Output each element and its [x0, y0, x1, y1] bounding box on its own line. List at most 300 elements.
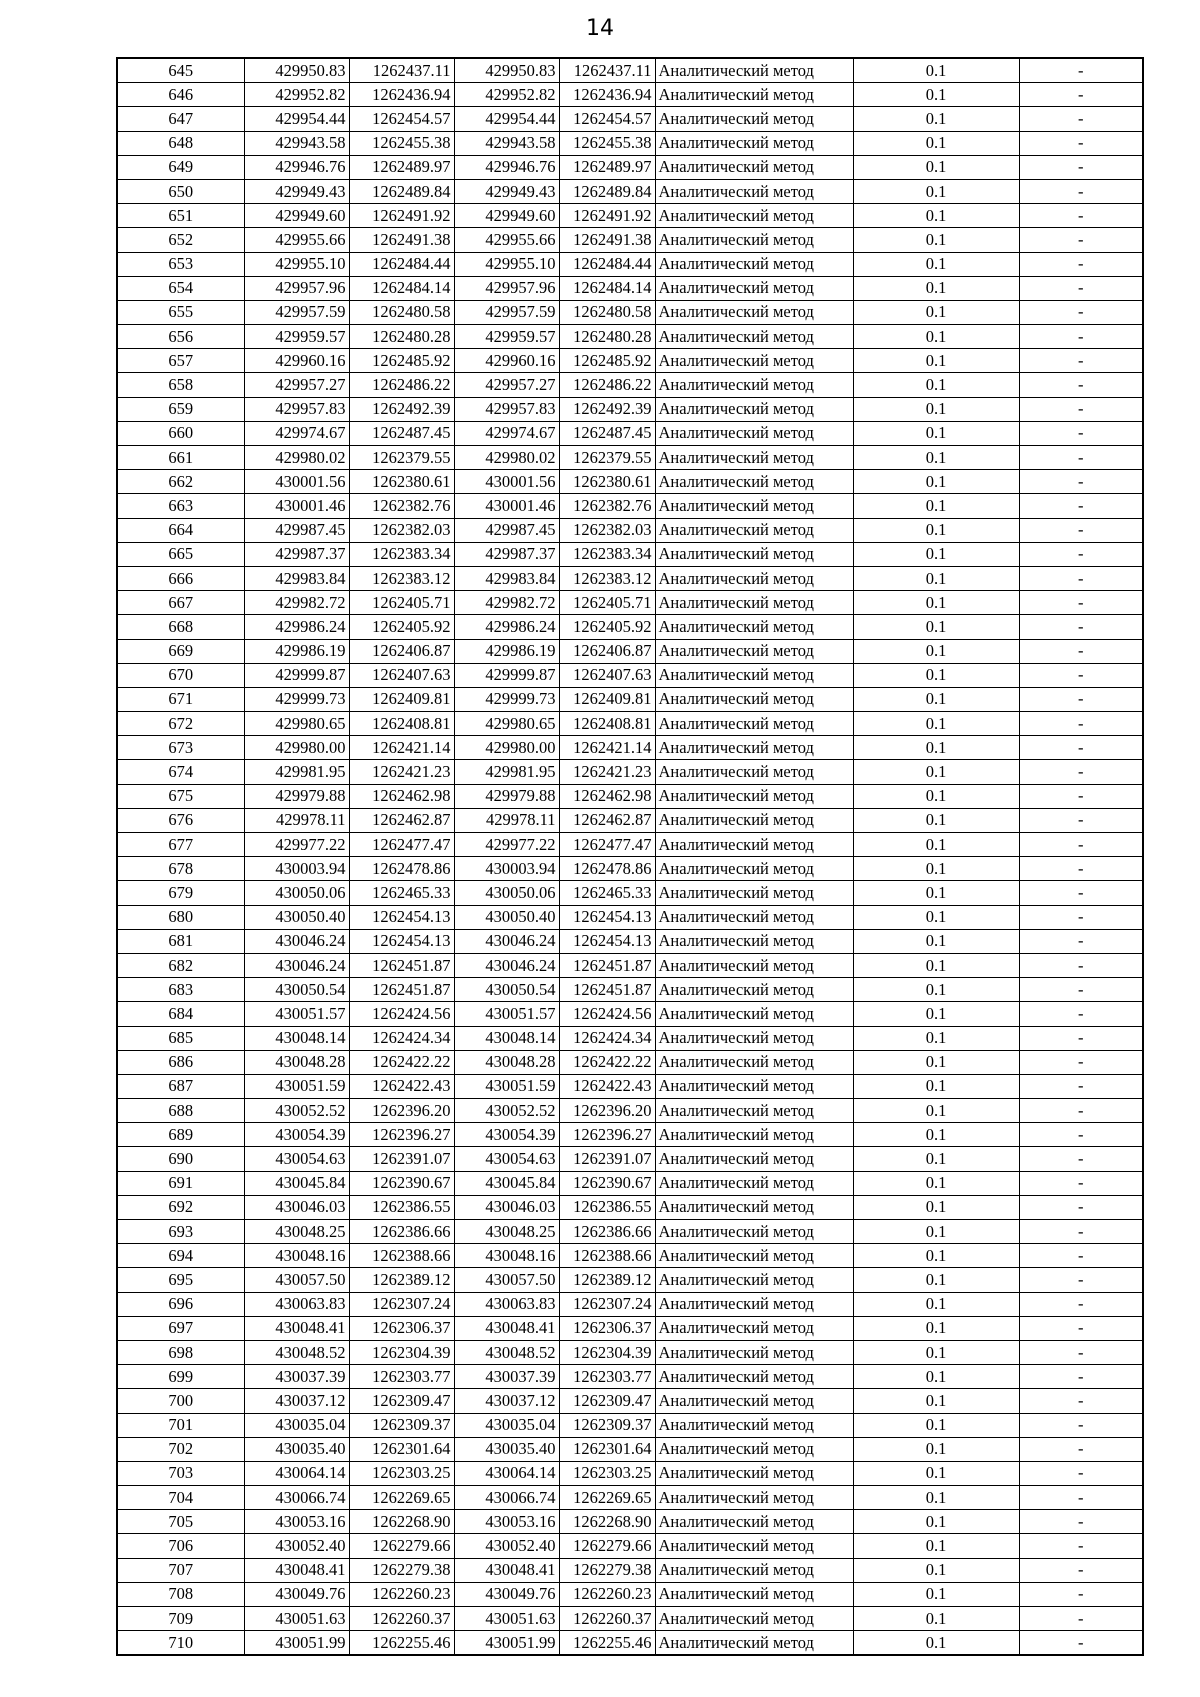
- note-cell: -: [1019, 881, 1143, 905]
- x-new-cell: 430051.59: [454, 1074, 559, 1098]
- note-cell: -: [1019, 687, 1143, 711]
- y-new-cell: 1262279.38: [559, 1558, 655, 1582]
- table-row: [117, 373, 1143, 397]
- x-old-cell: 430051.99: [244, 1631, 349, 1656]
- accuracy-cell: 0.1: [853, 1413, 1019, 1437]
- x-new-cell: 429987.37: [454, 542, 559, 566]
- y-new-cell: 1262421.23: [559, 760, 655, 784]
- y-new-cell: 1262477.47: [559, 833, 655, 857]
- note-cell: -: [1019, 470, 1143, 494]
- accuracy-cell: 0.1: [853, 58, 1019, 83]
- y-new-cell: 1262492.39: [559, 397, 655, 421]
- method-cell: Аналитический метод: [655, 1365, 853, 1389]
- x-new-cell: 430052.52: [454, 1099, 559, 1123]
- y-old-cell: 1262396.20: [349, 1099, 454, 1123]
- table-row: [117, 1486, 1143, 1510]
- note-cell: -: [1019, 857, 1143, 881]
- accuracy-cell: 0.1: [853, 1002, 1019, 1026]
- method-cell: Аналитический метод: [655, 518, 853, 542]
- note-cell: -: [1019, 204, 1143, 228]
- accuracy-cell: 0.1: [853, 833, 1019, 857]
- y-old-cell: 1262382.76: [349, 494, 454, 518]
- y-new-cell: 1262408.81: [559, 712, 655, 736]
- method-cell: Аналитический метод: [655, 1026, 853, 1050]
- point-number-cell: 655: [117, 300, 244, 324]
- table-row: [117, 1074, 1143, 1098]
- y-old-cell: 1262491.38: [349, 228, 454, 252]
- y-old-cell: 1262477.47: [349, 833, 454, 857]
- y-old-cell: 1262422.22: [349, 1050, 454, 1074]
- accuracy-cell: 0.1: [853, 494, 1019, 518]
- x-new-cell: 430037.39: [454, 1365, 559, 1389]
- table-row: [117, 155, 1143, 179]
- y-old-cell: 1262422.43: [349, 1074, 454, 1098]
- table-row: [117, 1389, 1143, 1413]
- x-old-cell: 429957.59: [244, 300, 349, 324]
- table-row: [117, 179, 1143, 203]
- table-row: [117, 712, 1143, 736]
- method-cell: Аналитический метод: [655, 228, 853, 252]
- method-cell: Аналитический метод: [655, 591, 853, 615]
- y-new-cell: 1262454.57: [559, 107, 655, 131]
- x-new-cell: 429946.76: [454, 155, 559, 179]
- x-new-cell: 429974.67: [454, 421, 559, 445]
- x-new-cell: 429999.87: [454, 663, 559, 687]
- method-cell: Аналитический метод: [655, 421, 853, 445]
- y-new-cell: 1262303.77: [559, 1365, 655, 1389]
- note-cell: -: [1019, 953, 1143, 977]
- x-old-cell: 429999.73: [244, 687, 349, 711]
- point-number-cell: 693: [117, 1220, 244, 1244]
- accuracy-cell: 0.1: [853, 1534, 1019, 1558]
- x-old-cell: 429957.83: [244, 397, 349, 421]
- accuracy-cell: 0.1: [853, 953, 1019, 977]
- method-cell: Аналитический метод: [655, 1413, 853, 1437]
- accuracy-cell: 0.1: [853, 905, 1019, 929]
- y-new-cell: 1262279.66: [559, 1534, 655, 1558]
- table-row: [117, 1002, 1143, 1026]
- point-number-cell: 645: [117, 58, 244, 83]
- x-new-cell: 429957.96: [454, 276, 559, 300]
- point-number-cell: 694: [117, 1244, 244, 1268]
- accuracy-cell: 0.1: [853, 566, 1019, 590]
- method-cell: Аналитический метод: [655, 1171, 853, 1195]
- note-cell: -: [1019, 1316, 1143, 1340]
- x-old-cell: 430053.16: [244, 1510, 349, 1534]
- method-cell: Аналитический метод: [655, 325, 853, 349]
- x-old-cell: 429980.65: [244, 712, 349, 736]
- point-number-cell: 659: [117, 397, 244, 421]
- x-new-cell: 430057.50: [454, 1268, 559, 1292]
- point-number-cell: 664: [117, 518, 244, 542]
- y-old-cell: 1262260.37: [349, 1607, 454, 1631]
- point-number-cell: 677: [117, 833, 244, 857]
- accuracy-cell: 0.1: [853, 736, 1019, 760]
- note-cell: -: [1019, 1607, 1143, 1631]
- method-cell: Аналитический метод: [655, 58, 853, 83]
- method-cell: Аналитический метод: [655, 1050, 853, 1074]
- point-number-cell: 656: [117, 325, 244, 349]
- x-old-cell: 430046.24: [244, 929, 349, 953]
- note-cell: -: [1019, 421, 1143, 445]
- table-row: [117, 1268, 1143, 1292]
- table-row: [117, 131, 1143, 155]
- note-cell: -: [1019, 1195, 1143, 1219]
- y-new-cell: 1262462.98: [559, 784, 655, 808]
- y-old-cell: 1262279.38: [349, 1558, 454, 1582]
- note-cell: -: [1019, 591, 1143, 615]
- note-cell: -: [1019, 1171, 1143, 1195]
- y-old-cell: 1262268.90: [349, 1510, 454, 1534]
- method-cell: Аналитический метод: [655, 615, 853, 639]
- x-new-cell: 430003.94: [454, 857, 559, 881]
- y-old-cell: 1262492.39: [349, 397, 454, 421]
- x-old-cell: 430054.39: [244, 1123, 349, 1147]
- y-old-cell: 1262486.22: [349, 373, 454, 397]
- point-number-cell: 690: [117, 1147, 244, 1171]
- x-new-cell: 429986.19: [454, 639, 559, 663]
- x-new-cell: 430045.84: [454, 1171, 559, 1195]
- note-cell: -: [1019, 1365, 1143, 1389]
- table-row: [117, 929, 1143, 953]
- point-number-cell: 692: [117, 1195, 244, 1219]
- y-new-cell: 1262424.34: [559, 1026, 655, 1050]
- point-number-cell: 706: [117, 1534, 244, 1558]
- y-old-cell: 1262465.33: [349, 881, 454, 905]
- note-cell: -: [1019, 542, 1143, 566]
- note-cell: -: [1019, 446, 1143, 470]
- note-cell: -: [1019, 712, 1143, 736]
- x-old-cell: 430035.04: [244, 1413, 349, 1437]
- y-new-cell: 1262383.34: [559, 542, 655, 566]
- x-old-cell: 429946.76: [244, 155, 349, 179]
- note-cell: -: [1019, 905, 1143, 929]
- note-cell: -: [1019, 1292, 1143, 1316]
- x-old-cell: 430048.52: [244, 1340, 349, 1364]
- method-cell: Аналитический метод: [655, 953, 853, 977]
- note-cell: -: [1019, 1244, 1143, 1268]
- method-cell: Аналитический метод: [655, 760, 853, 784]
- table-row: [117, 252, 1143, 276]
- method-cell: Аналитический метод: [655, 687, 853, 711]
- y-old-cell: 1262383.34: [349, 542, 454, 566]
- x-new-cell: 430064.14: [454, 1461, 559, 1485]
- x-old-cell: 430045.84: [244, 1171, 349, 1195]
- point-number-cell: 667: [117, 591, 244, 615]
- x-old-cell: 430048.25: [244, 1220, 349, 1244]
- y-new-cell: 1262454.13: [559, 929, 655, 953]
- y-old-cell: 1262409.81: [349, 687, 454, 711]
- y-new-cell: 1262388.66: [559, 1244, 655, 1268]
- table-row: [117, 1437, 1143, 1461]
- y-new-cell: 1262436.94: [559, 83, 655, 107]
- y-old-cell: 1262478.86: [349, 857, 454, 881]
- note-cell: -: [1019, 228, 1143, 252]
- accuracy-cell: 0.1: [853, 107, 1019, 131]
- method-cell: Аналитический метод: [655, 736, 853, 760]
- note-cell: -: [1019, 155, 1143, 179]
- y-old-cell: 1262484.14: [349, 276, 454, 300]
- y-new-cell: 1262487.45: [559, 421, 655, 445]
- x-old-cell: 430048.16: [244, 1244, 349, 1268]
- note-cell: -: [1019, 760, 1143, 784]
- point-number-cell: 708: [117, 1582, 244, 1606]
- accuracy-cell: 0.1: [853, 1389, 1019, 1413]
- method-cell: Аналитический метод: [655, 1340, 853, 1364]
- point-number-cell: 647: [117, 107, 244, 131]
- y-old-cell: 1262421.14: [349, 736, 454, 760]
- point-number-cell: 653: [117, 252, 244, 276]
- y-new-cell: 1262437.11: [559, 58, 655, 83]
- y-old-cell: 1262379.55: [349, 446, 454, 470]
- y-old-cell: 1262309.37: [349, 1413, 454, 1437]
- accuracy-cell: 0.1: [853, 1582, 1019, 1606]
- point-number-cell: 703: [117, 1461, 244, 1485]
- x-new-cell: 430001.56: [454, 470, 559, 494]
- x-new-cell: 429987.45: [454, 518, 559, 542]
- point-number-cell: 691: [117, 1171, 244, 1195]
- accuracy-cell: 0.1: [853, 857, 1019, 881]
- accuracy-cell: 0.1: [853, 397, 1019, 421]
- point-number-cell: 657: [117, 349, 244, 373]
- y-old-cell: 1262306.37: [349, 1316, 454, 1340]
- table-row: [117, 1340, 1143, 1364]
- x-new-cell: 430048.41: [454, 1558, 559, 1582]
- x-new-cell: 430054.63: [454, 1147, 559, 1171]
- method-cell: Аналитический метод: [655, 446, 853, 470]
- x-new-cell: 430035.04: [454, 1413, 559, 1437]
- point-number-cell: 672: [117, 712, 244, 736]
- x-old-cell: 429943.58: [244, 131, 349, 155]
- point-number-cell: 704: [117, 1486, 244, 1510]
- x-old-cell: 429981.95: [244, 760, 349, 784]
- y-new-cell: 1262465.33: [559, 881, 655, 905]
- accuracy-cell: 0.1: [853, 1316, 1019, 1340]
- accuracy-cell: 0.1: [853, 252, 1019, 276]
- x-new-cell: 430051.63: [454, 1607, 559, 1631]
- point-number-cell: 707: [117, 1558, 244, 1582]
- method-cell: Аналитический метод: [655, 712, 853, 736]
- page-number: 14: [586, 16, 614, 41]
- x-new-cell: 430050.06: [454, 881, 559, 905]
- point-number-cell: 670: [117, 663, 244, 687]
- note-cell: -: [1019, 1582, 1143, 1606]
- point-number-cell: 685: [117, 1026, 244, 1050]
- accuracy-cell: 0.1: [853, 760, 1019, 784]
- point-number-cell: 688: [117, 1099, 244, 1123]
- point-number-cell: 699: [117, 1365, 244, 1389]
- point-number-cell: 678: [117, 857, 244, 881]
- x-new-cell: 430048.52: [454, 1340, 559, 1364]
- point-number-cell: 671: [117, 687, 244, 711]
- method-cell: Аналитический метод: [655, 83, 853, 107]
- table-row: [117, 300, 1143, 324]
- table-row: [117, 1510, 1143, 1534]
- note-cell: -: [1019, 373, 1143, 397]
- method-cell: Аналитический метод: [655, 155, 853, 179]
- note-cell: -: [1019, 1631, 1143, 1656]
- x-old-cell: 429977.22: [244, 833, 349, 857]
- accuracy-cell: 0.1: [853, 1026, 1019, 1050]
- note-cell: -: [1019, 397, 1143, 421]
- table-row: [117, 1123, 1143, 1147]
- y-new-cell: 1262386.55: [559, 1195, 655, 1219]
- accuracy-cell: 0.1: [853, 808, 1019, 832]
- y-new-cell: 1262491.92: [559, 204, 655, 228]
- point-number-cell: 698: [117, 1340, 244, 1364]
- x-old-cell: 430051.57: [244, 1002, 349, 1026]
- x-old-cell: 429957.27: [244, 373, 349, 397]
- y-new-cell: 1262386.66: [559, 1220, 655, 1244]
- x-old-cell: 430054.63: [244, 1147, 349, 1171]
- note-cell: -: [1019, 179, 1143, 203]
- table-row: [117, 325, 1143, 349]
- point-number-cell: 705: [117, 1510, 244, 1534]
- y-new-cell: 1262379.55: [559, 446, 655, 470]
- x-old-cell: 430052.52: [244, 1099, 349, 1123]
- x-new-cell: 429979.88: [454, 784, 559, 808]
- y-new-cell: 1262422.22: [559, 1050, 655, 1074]
- table-row: [117, 1147, 1143, 1171]
- y-new-cell: 1262485.92: [559, 349, 655, 373]
- y-old-cell: 1262485.92: [349, 349, 454, 373]
- point-number-cell: 669: [117, 639, 244, 663]
- method-cell: Аналитический метод: [655, 639, 853, 663]
- method-cell: Аналитический метод: [655, 252, 853, 276]
- y-old-cell: 1262301.64: [349, 1437, 454, 1461]
- y-new-cell: 1262301.64: [559, 1437, 655, 1461]
- table-row: [117, 446, 1143, 470]
- method-cell: Аналитический метод: [655, 1244, 853, 1268]
- point-number-cell: 695: [117, 1268, 244, 1292]
- point-number-cell: 679: [117, 881, 244, 905]
- table-row: [117, 1195, 1143, 1219]
- y-new-cell: 1262396.20: [559, 1099, 655, 1123]
- y-old-cell: 1262454.13: [349, 905, 454, 929]
- accuracy-cell: 0.1: [853, 276, 1019, 300]
- point-number-cell: 663: [117, 494, 244, 518]
- accuracy-cell: 0.1: [853, 1607, 1019, 1631]
- x-new-cell: 430050.40: [454, 905, 559, 929]
- table-row: [117, 953, 1143, 977]
- method-cell: Аналитический метод: [655, 1195, 853, 1219]
- accuracy-cell: 0.1: [853, 349, 1019, 373]
- point-number-cell: 649: [117, 155, 244, 179]
- table-row: [117, 1244, 1143, 1268]
- x-old-cell: 429987.45: [244, 518, 349, 542]
- accuracy-cell: 0.1: [853, 373, 1019, 397]
- accuracy-cell: 0.1: [853, 204, 1019, 228]
- note-cell: -: [1019, 1461, 1143, 1485]
- y-new-cell: 1262407.63: [559, 663, 655, 687]
- x-old-cell: 430050.54: [244, 978, 349, 1002]
- x-old-cell: 429982.72: [244, 591, 349, 615]
- note-cell: -: [1019, 978, 1143, 1002]
- table-row: [117, 1413, 1143, 1437]
- y-new-cell: 1262303.25: [559, 1461, 655, 1485]
- y-old-cell: 1262380.61: [349, 470, 454, 494]
- y-old-cell: 1262424.34: [349, 1026, 454, 1050]
- table-row: [117, 1050, 1143, 1074]
- x-new-cell: 430046.03: [454, 1195, 559, 1219]
- accuracy-cell: 0.1: [853, 1171, 1019, 1195]
- method-cell: Аналитический метод: [655, 1123, 853, 1147]
- method-cell: Аналитический метод: [655, 1437, 853, 1461]
- note-cell: -: [1019, 1074, 1143, 1098]
- table-row: [117, 1316, 1143, 1340]
- table-row: [117, 905, 1143, 929]
- note-cell: -: [1019, 1510, 1143, 1534]
- method-cell: Аналитический метод: [655, 566, 853, 590]
- point-number-cell: 701: [117, 1413, 244, 1437]
- note-cell: -: [1019, 1340, 1143, 1364]
- y-new-cell: 1262422.43: [559, 1074, 655, 1098]
- table-row: [117, 58, 1143, 83]
- x-new-cell: 429955.66: [454, 228, 559, 252]
- y-new-cell: 1262424.56: [559, 1002, 655, 1026]
- x-new-cell: 430063.83: [454, 1292, 559, 1316]
- x-old-cell: 429959.57: [244, 325, 349, 349]
- method-cell: Аналитический метод: [655, 784, 853, 808]
- note-cell: -: [1019, 1026, 1143, 1050]
- table-row: [117, 276, 1143, 300]
- x-new-cell: 430053.16: [454, 1510, 559, 1534]
- method-cell: Аналитический метод: [655, 1268, 853, 1292]
- x-old-cell: 430052.40: [244, 1534, 349, 1558]
- x-new-cell: 429983.84: [454, 566, 559, 590]
- y-old-cell: 1262487.45: [349, 421, 454, 445]
- method-cell: Аналитический метод: [655, 494, 853, 518]
- y-old-cell: 1262421.23: [349, 760, 454, 784]
- x-new-cell: 429957.83: [454, 397, 559, 421]
- accuracy-cell: 0.1: [853, 978, 1019, 1002]
- accuracy-cell: 0.1: [853, 1099, 1019, 1123]
- y-old-cell: 1262303.77: [349, 1365, 454, 1389]
- x-old-cell: 429950.83: [244, 58, 349, 83]
- x-old-cell: 429987.37: [244, 542, 349, 566]
- method-cell: Аналитический метод: [655, 373, 853, 397]
- note-cell: -: [1019, 1389, 1143, 1413]
- method-cell: Аналитический метод: [655, 349, 853, 373]
- y-old-cell: 1262451.87: [349, 953, 454, 977]
- x-new-cell: 430052.40: [454, 1534, 559, 1558]
- x-old-cell: 429979.88: [244, 784, 349, 808]
- note-cell: -: [1019, 1558, 1143, 1582]
- y-old-cell: 1262484.44: [349, 252, 454, 276]
- point-number-cell: 648: [117, 131, 244, 155]
- point-number-cell: 697: [117, 1316, 244, 1340]
- note-cell: -: [1019, 1147, 1143, 1171]
- x-new-cell: 429943.58: [454, 131, 559, 155]
- y-old-cell: 1262462.98: [349, 784, 454, 808]
- x-new-cell: 429986.24: [454, 615, 559, 639]
- accuracy-cell: 0.1: [853, 639, 1019, 663]
- method-cell: Аналитический метод: [655, 1582, 853, 1606]
- note-cell: -: [1019, 1437, 1143, 1461]
- y-new-cell: 1262480.58: [559, 300, 655, 324]
- accuracy-cell: 0.1: [853, 325, 1019, 349]
- table-row: [117, 881, 1143, 905]
- point-number-cell: 658: [117, 373, 244, 397]
- y-new-cell: 1262306.37: [559, 1316, 655, 1340]
- table-row: [117, 784, 1143, 808]
- table-row: [117, 397, 1143, 421]
- y-old-cell: 1262260.23: [349, 1582, 454, 1606]
- x-old-cell: 430003.94: [244, 857, 349, 881]
- x-old-cell: 429960.16: [244, 349, 349, 373]
- note-cell: -: [1019, 1123, 1143, 1147]
- x-old-cell: 429980.00: [244, 736, 349, 760]
